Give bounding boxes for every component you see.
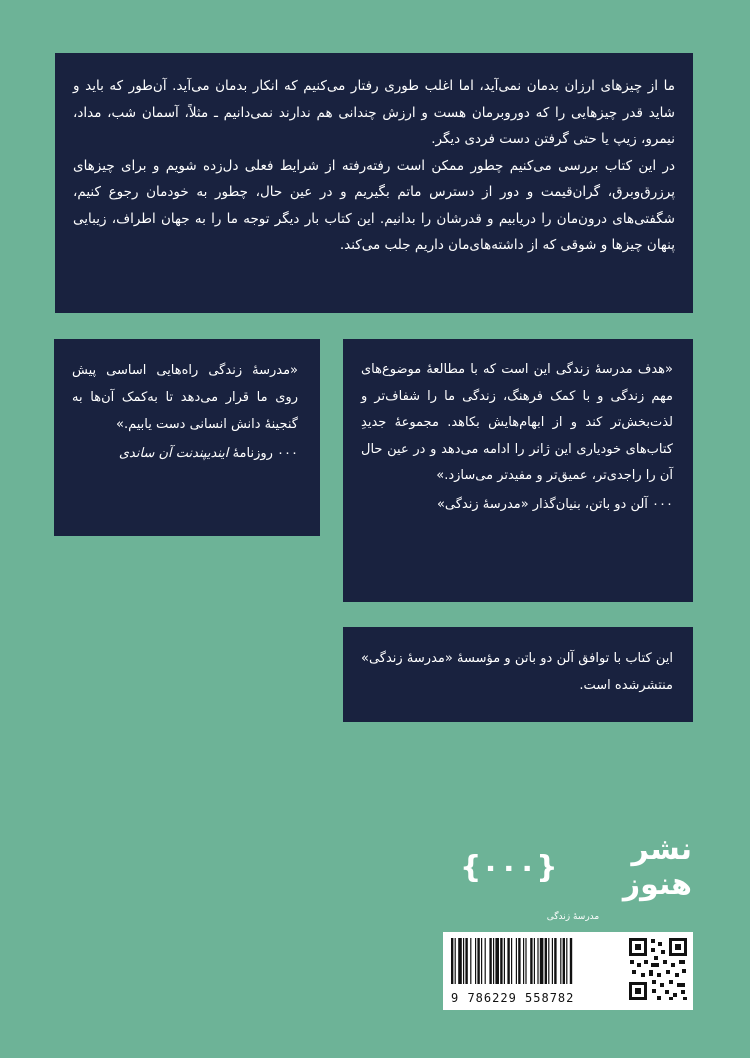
attribution-prefix: ۰۰۰ روزنامهٔ — [232, 446, 298, 461]
publisher-name: نشر هنوز — [622, 832, 692, 902]
quote-founder-text: «هدف مدرسهٔ زندگی این است که با مطالعهٔ موضوع‌های مهم زندگی و با کمک فرهنگ، زندگی ما را شفاف‌تر و لذت‌بخش‌تر کند و از ابهام‌هایش بکاهد. مجموعهٔ جدیدِ کتاب‌های خودیاری این ژانر را ادامه می‌دهد و در عین حال آن را راجدی‌تر، عمیق‌تر و مفیدتر می‌سازد.» — [361, 362, 673, 483]
license-text: این کتاب با توافق آلن دو باتن و مؤسسهٔ «مدرسهٔ زندگی» منتشرشده است. — [361, 651, 673, 693]
quote-newspaper-text: «مدرسهٔ زندگی راه‌هایی اساسی پیش روی ما قرار می‌دهد تا به‌کمک آن‌ها به گنجینهٔ دانش انسانی دست یابیم.» — [72, 363, 298, 432]
quote-box-founder — [343, 339, 693, 602]
description-box — [55, 53, 693, 313]
license-box — [343, 627, 693, 722]
qr-code-icon — [627, 936, 689, 1002]
barcode-bars-icon — [449, 938, 619, 988]
quote-box-newspaper — [54, 339, 320, 536]
publisher-logo — [460, 832, 692, 902]
description-paragraph-2: در این کتاب بررسی می‌کنیم چطور ممکن است رفته‌رفته از شرایط فعلی دل‌زده شویم و برای چیزهای پرزرق‌وبرق، گران‌قیمت و دور از دسترس ماتم بگیریم و در عین حال، چطور به خودمان رجوع کنیم، شگفتی‌های درون‌مان را دریابیم و قدرشان را بدانیم. این کتاب بار دیگر توجه ما را به جهان اطراف، زیبایی پنهان چیزها و شوقی که از داشته‌های‌مان داریم جلب می‌کند. — [73, 157, 675, 253]
description-paragraph-1: ما از چیزهای ارزان بدمان نمی‌آید، اما اغلب طوری رفتار می‌کنیم که انکار بدمان می‌آید. آن‌طور که باید و شاید قدر چیزهایی را که دوروبرمان هست و ارزش چندانی هم ندارند نمی‌دانیم ـ مثلاً، آسمان شب، مداد، نیمرو، زیپ یا حتی گرفتن دست فردی دیگر. — [73, 78, 675, 147]
barcode-area — [443, 908, 693, 1010]
isbn-number: 9 786229 558782 — [451, 991, 575, 1005]
attribution-source: ایندیپندنت آن ساندی — [118, 446, 229, 461]
publisher-mark: {۰۰۰} — [460, 849, 558, 885]
series-label: مدرسهٔ زندگی — [546, 912, 600, 922]
quote-newspaper-attribution — [72, 440, 298, 467]
quote-founder-attribution: ۰۰۰ آلن دو باتن، بنیان‌گذار «مدرسهٔ زندگی» — [436, 496, 673, 512]
